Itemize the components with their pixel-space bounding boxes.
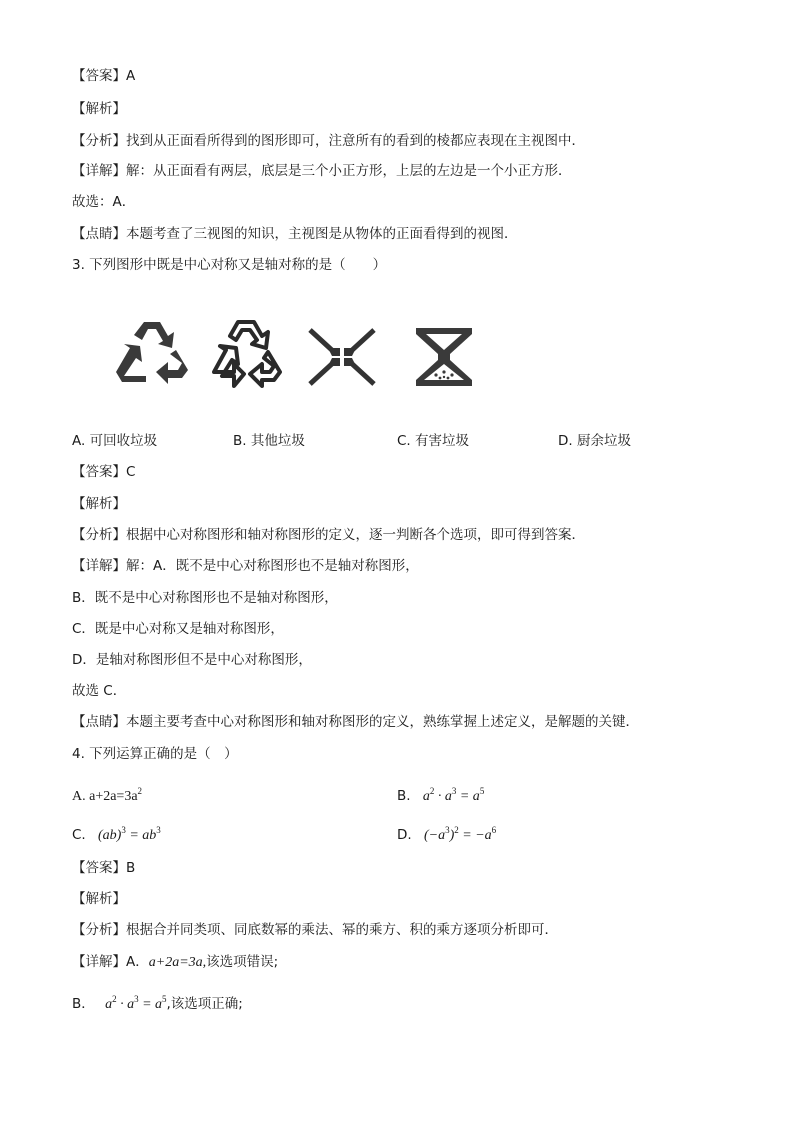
choice-line: 故选：A． [72, 194, 136, 210]
q3-option-c: C. 有害垃圾 [397, 433, 470, 449]
analysis-line: 【分析】找到从正面看所得到的图形即可，注意所有的看到的棱都应表现在主视图中． [72, 133, 585, 149]
q4-analysis-heading: 【解析】 [72, 891, 126, 907]
q3-option-d: D. 厨余垃圾 [558, 433, 631, 449]
q4-option-c: C. $(ab)^3 = ab^3$ [72, 825, 161, 843]
question-4-stem: 4. 下列运算正确的是（ ） [72, 746, 238, 762]
recycle-icon [110, 318, 194, 386]
analysis-heading: 【解析】 [72, 101, 126, 117]
detail-line: 【详解】解：从正面看有两层，底层是三个小正方形，上层的左边是一个小正方形． [72, 163, 572, 179]
q3-option-a: A. 可回收垃圾 [72, 433, 158, 449]
other-waste-icon [208, 318, 284, 390]
q4-detail-a: 【详解】A．a+2a=3a,该选项错误; [72, 954, 279, 970]
q4-option-a: A. $a+2a=3a^2$ [72, 786, 143, 804]
q4-detail-b: B． $a^2 \cdot a^3 = a^5$,该选项正确; [72, 994, 243, 1012]
answer-line: 【答案】A [72, 68, 136, 84]
q3-detail-b: B．既不是中心对称图形也不是轴对称图形， [72, 590, 338, 606]
q3-detail-a: 【详解】解：A．既不是中心对称图形也不是轴对称图形， [72, 558, 419, 574]
q3-detail-c: C．既是中心对称又是轴对称图形， [72, 621, 284, 637]
q4-analysis-line: 【分析】根据合并同类项、同底数幂的乘法、幂的乘方、积的乘方逐项分析即可． [72, 922, 558, 938]
question-3-stem: 3. 下列图形中既是中心对称又是轴对称的是（ ） [72, 257, 387, 273]
q3-comment-line: 【点睛】本题主要考查中心对称图形和轴对称图形的定义，熟练掌握上述定义，是解题的关键． [72, 714, 639, 730]
comment-line: 【点睛】本题考查了三视图的知识，主视图是从物体的正面看得到的视图． [72, 226, 518, 242]
q4-option-b: B. $a^2 \cdot a^3 = a^5$ [397, 786, 485, 804]
q3-answer-line: 【答案】C [72, 464, 136, 480]
hazardous-waste-icon [306, 326, 378, 388]
q3-analysis-line: 【分析】根据中心对称图形和轴对称图形的定义，逐一判断各个选项，即可得到答案． [72, 527, 585, 543]
q4-answer-line: 【答案】B [72, 860, 136, 876]
q3-choice-line: 故选 C． [72, 683, 127, 699]
q3-analysis-heading: 【解析】 [72, 496, 126, 512]
q3-option-b: B. 其他垃圾 [233, 433, 305, 449]
q4-option-d: D. $(-a^3)^2 = -a^6$ [397, 825, 497, 843]
kitchen-waste-icon [414, 326, 474, 388]
q3-detail-d: D．是轴对称图形但不是中心对称图形， [72, 652, 312, 668]
